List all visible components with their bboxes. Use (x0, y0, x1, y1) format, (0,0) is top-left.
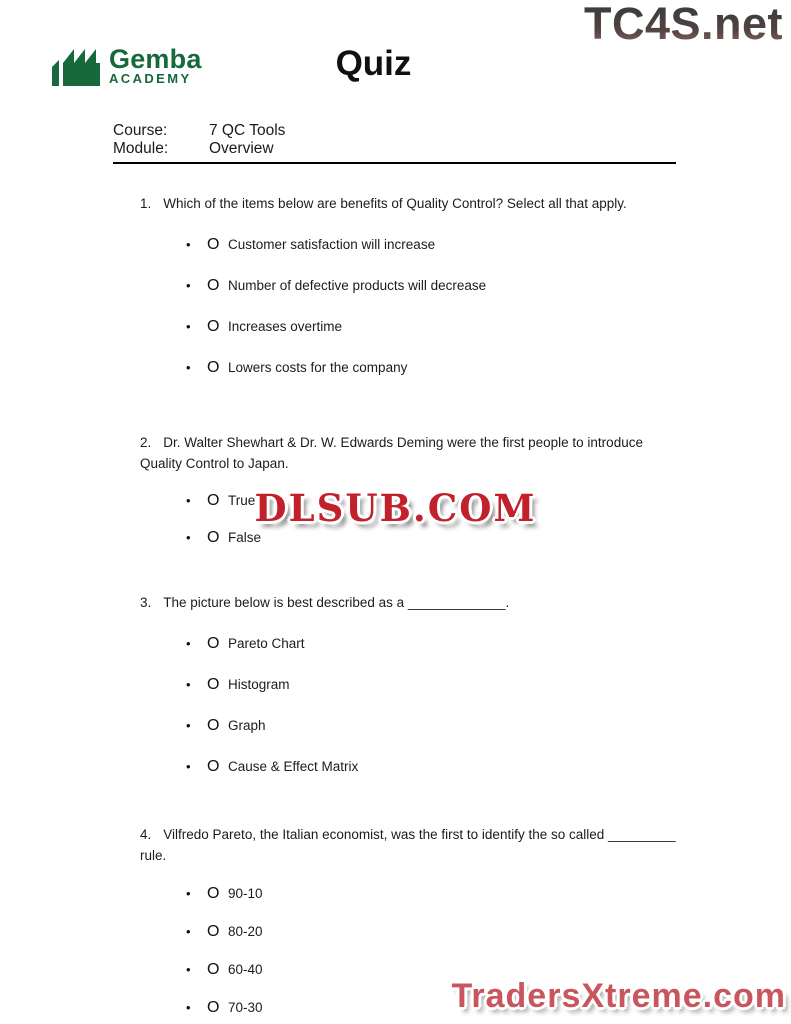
bullet-icon: • (186, 237, 191, 252)
logo-name: Gemba (109, 44, 202, 74)
radio-icon: O (207, 235, 220, 253)
bullet-icon: • (186, 1000, 191, 1015)
radio-icon: O (207, 634, 220, 652)
option-label: 70-30 (228, 1000, 263, 1015)
question-1-text (140, 193, 688, 214)
bullet-icon: • (186, 530, 191, 545)
option (186, 756, 688, 777)
radio-icon: O (207, 317, 220, 335)
bullet-icon: • (186, 677, 191, 692)
bullet-icon: • (186, 360, 191, 375)
radio-icon: O (207, 757, 220, 775)
module-value: Overview (209, 140, 274, 157)
radio-icon: O (207, 358, 220, 376)
tradersxtreme-watermark: TradersXtreme.com (451, 977, 786, 1015)
bullet-icon: • (186, 962, 191, 977)
option-label: Increases overtime (228, 319, 343, 334)
bullet-icon: • (186, 718, 191, 733)
radio-icon: O (207, 276, 220, 294)
logo-subtitle: ACADEMY (109, 71, 192, 86)
option (186, 883, 688, 904)
bullet-icon: • (186, 924, 191, 939)
option (186, 234, 688, 255)
tc4s-watermark: TC4S.net (583, 0, 783, 49)
question-4-text (140, 824, 688, 866)
option-label: Histogram (228, 677, 290, 692)
question-3 (140, 592, 688, 777)
question-3-text (140, 592, 688, 613)
option-label: Graph (228, 718, 266, 733)
option (186, 527, 688, 548)
module-label: Module: (113, 140, 169, 157)
question-body: Dr. Walter Shewhart & Dr. W. Edwards Deming were the first people to introduce Quality Control to Japan. (140, 435, 643, 471)
option-label: 60-40 (228, 962, 263, 977)
radio-icon: O (207, 960, 220, 978)
bullet-icon: • (186, 636, 191, 651)
module-row (113, 140, 676, 158)
question-1-options (186, 234, 688, 378)
bullet-icon: • (186, 886, 191, 901)
question-3-options (186, 633, 688, 777)
bullet-icon: • (186, 319, 191, 334)
questions-area (140, 186, 688, 1018)
option-label: 80-20 (228, 924, 263, 939)
radio-icon: O (207, 998, 220, 1016)
option (186, 275, 688, 296)
option-label: Lowers costs for the company (228, 360, 408, 375)
question-body: Vilfredo Pareto, the Italian economist, was the first to identify the so called _________ rule. (140, 827, 676, 863)
question-number: 1. (140, 196, 152, 211)
question-body: Which of the items below are benefits of Quality Control? Select all that apply. (163, 196, 627, 211)
question-number: 2. (140, 435, 152, 450)
radio-icon: O (207, 716, 220, 734)
bullet-icon: • (186, 493, 191, 508)
option-label: Number of defective products will decrease (228, 278, 487, 293)
bullet-icon: • (186, 278, 191, 293)
course-value: 7 QC Tools (209, 122, 286, 139)
option-label: True (228, 493, 256, 508)
option (186, 921, 688, 942)
radio-icon: O (207, 528, 220, 546)
option-label: Customer satisfaction will increase (228, 237, 436, 252)
option (186, 357, 688, 378)
question-1 (140, 193, 688, 378)
option-label: Pareto Chart (228, 636, 305, 651)
question-body: The picture below is best described as a _____________. (163, 595, 510, 610)
option-label: Cause & Effect Matrix (228, 759, 359, 774)
course-meta-block (113, 122, 676, 164)
option-label: 90-10 (228, 886, 263, 901)
question-number: 3. (140, 595, 152, 610)
page-title: Quiz (335, 44, 412, 83)
option-label: False (228, 530, 262, 545)
radio-icon: O (207, 922, 220, 940)
option (186, 316, 688, 337)
radio-icon: O (207, 675, 220, 693)
bullet-icon: • (186, 759, 191, 774)
dlsub-watermark: DLSUB.COM (254, 486, 537, 530)
course-row (113, 122, 676, 140)
course-label: Course: (113, 122, 168, 139)
radio-icon: O (207, 884, 220, 902)
radio-icon: O (207, 491, 220, 509)
option (186, 715, 688, 736)
option (186, 633, 688, 654)
option (186, 674, 688, 695)
question-number: 4. (140, 827, 152, 842)
question-2-text (140, 432, 688, 474)
